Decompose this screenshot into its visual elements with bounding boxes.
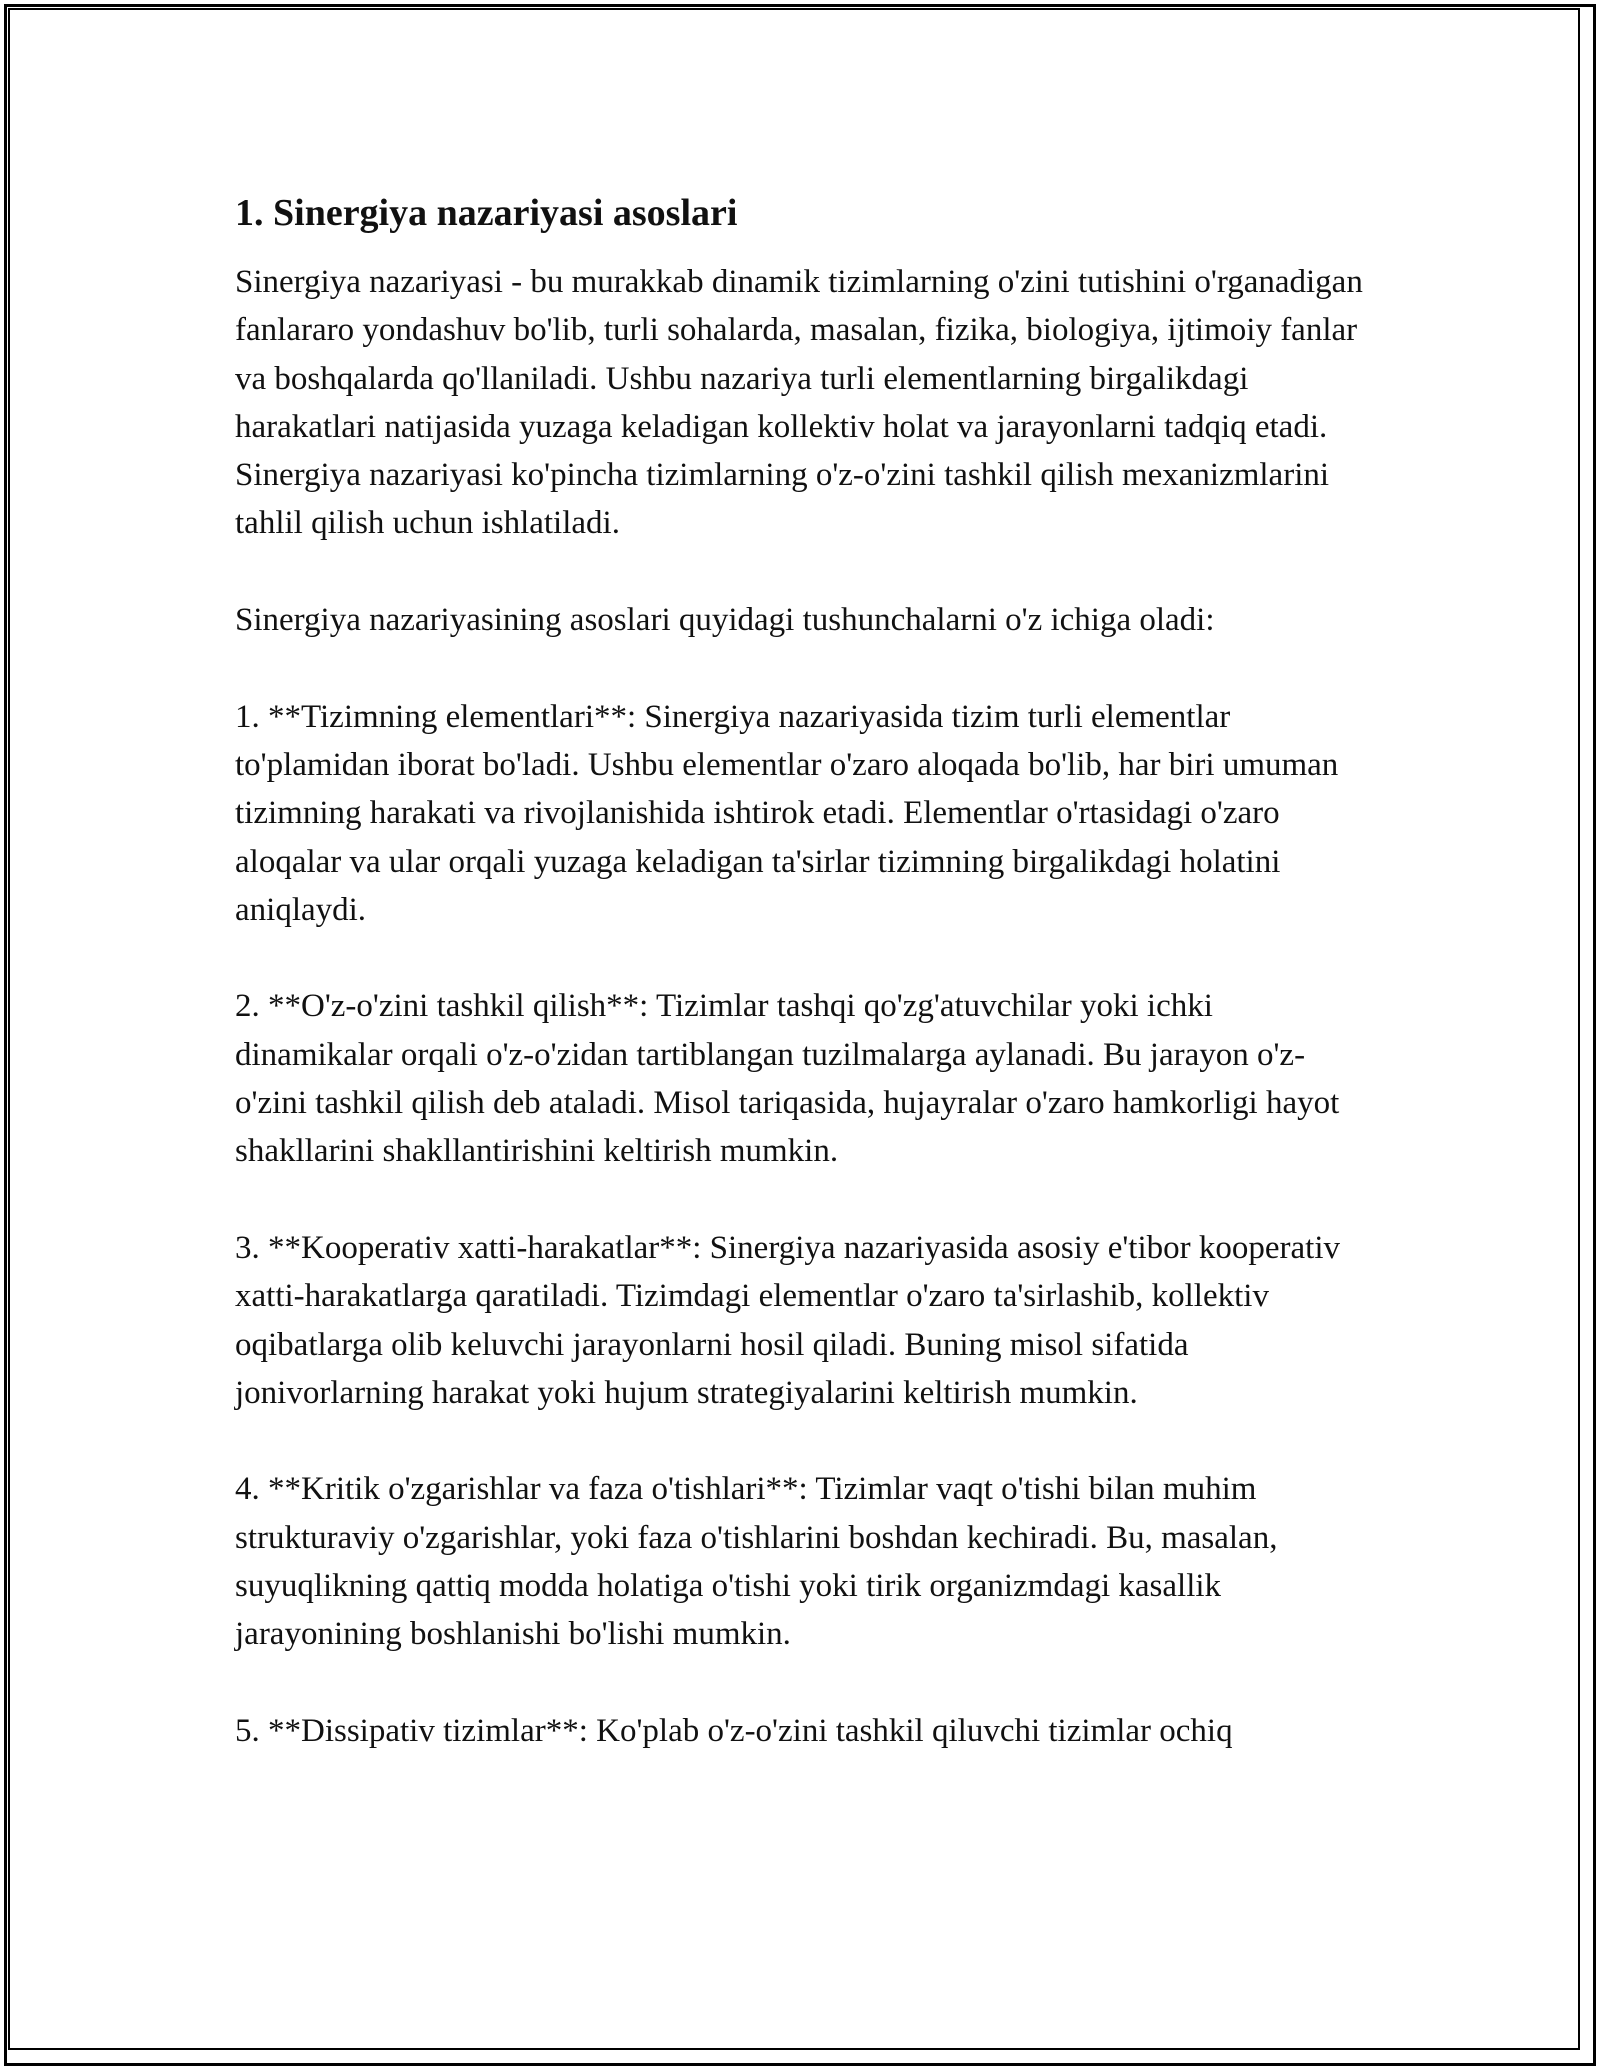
list-item-critical-changes: 4. **Kritik o'zgarishlar va faza o'tishlari**: Tizimlar vaqt o'tishi bilan muhim strukturaviy o'zgarishlar, yoki faza o'tishlarini boshdan kechiradi. Bu, masalan, suyuqlikning qattiq modda holatiga o'tishi yoki tirik organizmdagi kasallik jarayonining boshlanishi bo'lishi mumkin. (235, 1471, 1278, 1653)
list-intro-paragraph: Sinergiya nazariyasining asoslari quyidagi tushunchalarni o'z ichiga oladi: (235, 602, 1215, 639)
list-item-dissipative-systems: 5. **Dissipativ tizimlar**: Ko'plab o'z-o'zini tashkil qiluvchi tizimlar ochiq (235, 1712, 1233, 1749)
list-item-elements: 1. **Tizimning elementlari**: Sinergiya nazariyasida tizim turli elementlar to'plamidan iborat bo'ladi. Ushbu elementlar o'zaro aloqada bo'lib, har biri umuman tizimning harakati va rivojlanishida ishtirok etadi. Elementlar o'rtasidagi o'zaro aloqalar va ular orqali yuzaga keladigan ta'sirlar tizimning birgalikdagi holatini aniqlaydi. (235, 698, 1339, 928)
list-item-self-organization: 2. **O'z-o'zini tashkil qilish**: Tizimlar tashqi qo'zg'atuvchilar yoki ichki dinamikalar orqali o'z-o'zidan tartiblangan tuzilmalarga aylanadi. Bu jarayon o'z-o'zini tashkil qilish deb ataladi. Misol tariqasida, hujayralar o'zaro hamkorligi hayot shakllarini shakllantirishini keltirish mumkin. (235, 988, 1340, 1170)
document-body (235, 186, 1375, 1804)
page-title: 1. Sinergiya nazariyasi asoslari (235, 192, 738, 234)
list-item-cooperative-behavior: 3. **Kooperativ xatti-harakatlar**: Sinergiya nazariyasida asosiy e'tibor kooperativ xatti-harakatlarga qaratiladi. Tizimdagi elementlar o'zaro ta'sirlashib, kollektiv oqibatlarga olib keluvchi jarayonlarni hosil qiladi. Buning misol sifatida jonivorlarning harakat yoki hujum strategiyalarini keltirish mumkin. (235, 1229, 1340, 1411)
intro-paragraph: Sinergiya nazariyasi - bu murakkab dinamik tizimlarning o'zini tutishini o'rganadigan fanlararo yondashuv bo'lib, turli sohalarda, masalan, fizika, biologiya, ijtimoiy fanlar va boshqalarda qo'llaniladi. Ushbu nazariya turli elementlarning birgalikdagi harakatlari natijasida yuzaga keladigan kollektiv holat va jarayonlarni tadqiq etadi. Sinergiya nazariyasi ko'pincha tizimlarning o'z-o'zini tashkil qilish mexanizmlarini tahlil qilish uchun ishlatiladi. (235, 264, 1363, 542)
